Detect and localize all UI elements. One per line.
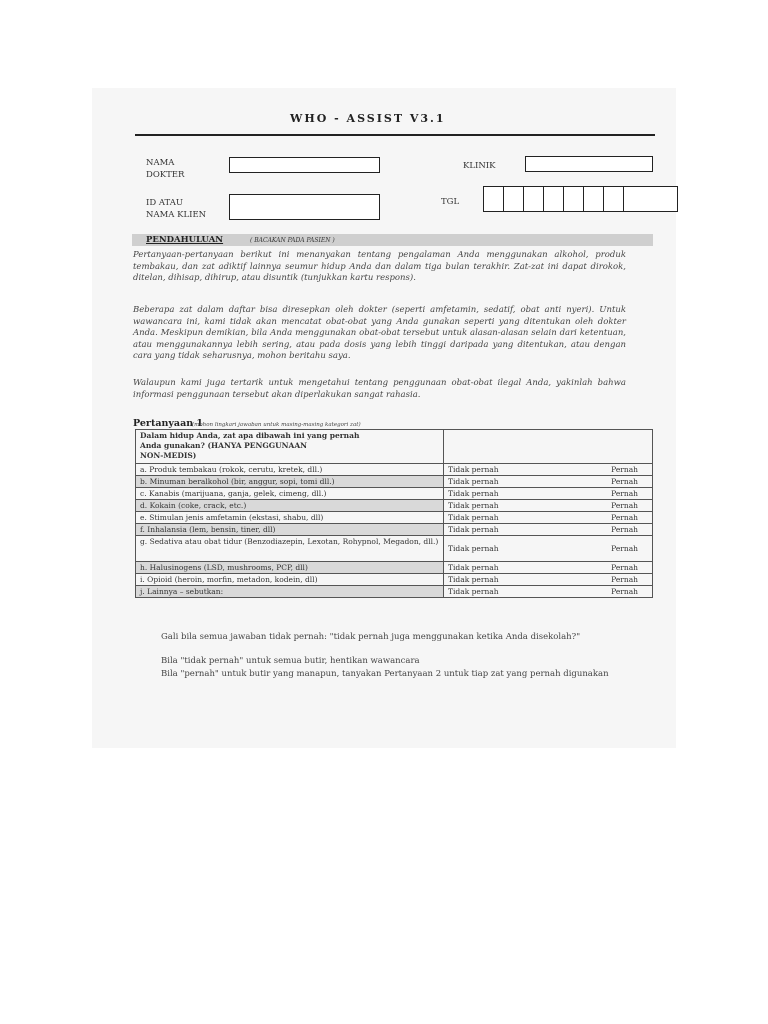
nama-dokter-label: NAMA DOKTER <box>146 158 185 180</box>
answer-pernah[interactable]: Pernah <box>611 477 638 486</box>
answer-pernah[interactable]: Pernah <box>611 513 638 522</box>
answer-tidak-pernah[interactable]: Tidak pernah <box>448 465 499 474</box>
nama-dokter-field[interactable] <box>229 157 380 173</box>
tanggal-cell[interactable] <box>524 187 544 211</box>
id-klien-field[interactable] <box>229 194 380 220</box>
tanggal-cell[interactable] <box>584 187 604 211</box>
section-subheading: ( BACAKAN PADA PASIEN ) <box>250 237 335 244</box>
table-row: a. Produk tembakau (rokok, cerutu, kretek, dll.) Tidak pernah Pernah <box>136 464 653 476</box>
klinik-label: KLINIK <box>463 161 496 171</box>
tanggal-cell[interactable] <box>624 187 677 211</box>
answer-pernah[interactable]: Pernah <box>611 525 638 534</box>
footer-instruction: Gali bila semua jawaban tidak pernah: "tidak pernah juga menggunakan ketika Anda disekolah?" <box>161 632 581 642</box>
answer-pernah[interactable]: Pernah <box>611 544 638 553</box>
answer-tidak-pernah[interactable]: Tidak pernah <box>448 501 499 510</box>
table-header-blank <box>444 430 653 464</box>
question-1-note: (mohon lingkari jawaban untuk masing-masing kategori zat) <box>192 422 361 428</box>
form-title: WHO - ASSIST V3.1 <box>290 112 446 125</box>
tanggal-cell[interactable] <box>564 187 584 211</box>
table-row: b. Minuman beralkohol (bir, anggur, sopi, tomi dll.) Tidak pernah Pernah <box>136 476 653 488</box>
answer-tidak-pernah[interactable]: Tidak pernah <box>448 575 499 584</box>
footer-instruction: Bila "pernah" untuk butir yang manapun, tanyakan Pertanyaan 2 untuk tiap zat yang pernah digunakan <box>161 669 609 679</box>
table-row: e. Stimulan jenis amfetamin (ekstasi, shabu, dll) Tidak pernah Pernah <box>136 512 653 524</box>
tanggal-label: TGL <box>441 197 460 207</box>
table-row: g. Sedativa atau obat tidur (Benzodiazepin, Lexotan, Rohypnol, Megadon, dll.) Tidak pernah Pernah <box>136 536 653 562</box>
answer-pernah[interactable]: Pernah <box>611 587 638 596</box>
table-header: Dalam hidup Anda, zat apa dibawah ini yang pernah Anda gunakan? (HANYA PENGGUNAAN NON-MEDIS) <box>136 430 444 464</box>
answer-pernah[interactable]: Pernah <box>611 489 638 498</box>
tanggal-field[interactable] <box>483 186 678 212</box>
section-heading: PENDAHULUAN <box>146 235 224 245</box>
table-row: c. Kanabis (marijuana, ganja, gelek, cimeng, dll.) Tidak pernah Pernah <box>136 488 653 500</box>
answer-tidak-pernah[interactable]: Tidak pernah <box>448 525 499 534</box>
intro-paragraph: Pertanyaan-pertanyaan berikut ini menanyakan tentang pengalaman Anda menggunakan alkohol, produk tembakau, dan zat adiktif lainnya seumur hidup Anda dan dalam tiga bulan terakhir. Zat-zat ini dapat dirokok, ditelan, dihisap, dihirup, atau disuntik (tunjukkan kartu respons). <box>133 250 626 283</box>
intro-paragraph: Walaupun kami juga tertarik untuk mengetahui tentang penggunaan obat-obat ilegal Anda, yakinlah bahwa informasi penggunaan tersebut akan diperlakukan sangat rahasia. <box>133 378 626 400</box>
answer-pernah[interactable]: Pernah <box>611 465 638 474</box>
answer-tidak-pernah[interactable]: Tidak pernah <box>448 544 499 553</box>
table-row: f. Inhalansia (lem, bensin, tiner, dll) Tidak pernah Pernah <box>136 524 653 536</box>
answer-pernah[interactable]: Pernah <box>611 501 638 510</box>
answer-pernah[interactable]: Pernah <box>611 575 638 584</box>
intro-paragraph: Beberapa zat dalam daftar bisa diresepkan oleh dokter (seperti amfetamin, sedatif, obat anti nyeri). Untuk wawancara ini, kami tidak akan mencatat obat-obat yang Anda gunakan seperti yang ditentukan oleh dokter Anda. Meskipun demikian, bila Anda menggunakan obat-obat tersebut untuk alasan-alasan selain dari ketentuan, atau menggunakannya lebih sering, atau pada dosis yang lebih tinggi daripada yang ditentukan, atau dengan cara yang tidak seharusnya, mohon beritahu saya. <box>133 305 626 361</box>
klinik-field[interactable] <box>525 156 653 172</box>
table-row: i. Opioid (heroin, morfin, metadon, kodein, dll) Tidak pernah Pernah <box>136 574 653 586</box>
tanggal-cell[interactable] <box>504 187 524 211</box>
id-klien-label: ID ATAU NAMA KLIEN <box>146 198 207 220</box>
answer-tidak-pernah[interactable]: Tidak pernah <box>448 489 499 498</box>
table-row: h. Halusinogens (LSD, mushrooms, PCP, dll) Tidak pernah Pernah <box>136 562 653 574</box>
answer-tidak-pernah[interactable]: Tidak pernah <box>448 477 499 486</box>
tanggal-cell[interactable] <box>484 187 504 211</box>
answer-tidak-pernah[interactable]: Tidak pernah <box>448 513 499 522</box>
table-header-row <box>136 430 653 464</box>
answer-tidak-pernah[interactable]: Tidak pernah <box>448 587 499 596</box>
table-row: d. Kokain (coke, crack, etc.) Tidak pernah Pernah <box>136 500 653 512</box>
answer-pernah[interactable]: Pernah <box>611 563 638 572</box>
footer-instruction: Bila "tidak pernah" untuk semua butir, hentikan wawancara <box>161 656 420 666</box>
question-1-table <box>135 429 653 598</box>
tanggal-cell[interactable] <box>604 187 624 211</box>
table-row: j. Lainnya – sebutkan: Tidak pernah Pernah <box>136 586 653 598</box>
answer-tidak-pernah[interactable]: Tidak pernah <box>448 563 499 572</box>
question-1-label: Pertanyaan 1 <box>133 418 204 429</box>
title-rule <box>135 134 655 136</box>
tanggal-cell[interactable] <box>544 187 564 211</box>
